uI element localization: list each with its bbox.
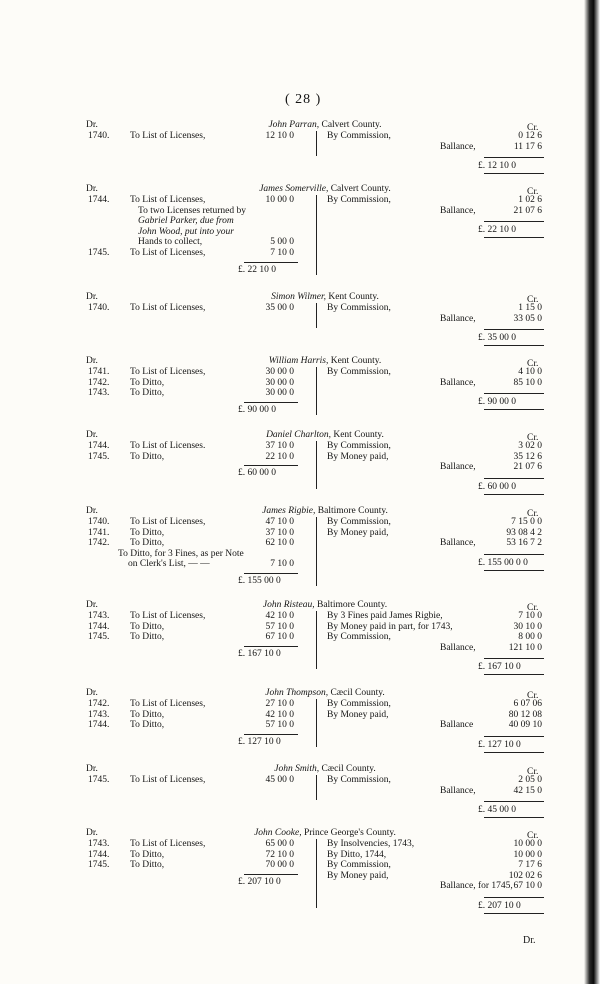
- account-heading: [205, 356, 445, 367]
- debit-amount: 70 00 0: [265, 860, 294, 871]
- credit-text: Ballance,: [440, 538, 476, 549]
- debit-text: To List of Licenses,: [130, 699, 206, 709]
- column-divider: [316, 611, 317, 669]
- account-heading: [205, 292, 445, 303]
- debit-year: 1744.: [88, 849, 110, 860]
- credit-total-rule-bottom: [484, 409, 544, 410]
- credit-text: By Commission,: [327, 632, 391, 643]
- debit-text: To List of Licenses,: [130, 517, 206, 527]
- dr-label: Dr.: [86, 764, 98, 774]
- debit-amount: 57 10 0: [265, 720, 294, 731]
- credit-total-rule-bottom: [484, 752, 544, 753]
- debit-text: To Ditto,: [130, 621, 165, 632]
- credit-amount: 85 10 0: [513, 377, 542, 388]
- credit-total-rule-top: [484, 736, 544, 737]
- account-county: Calvert County.: [319, 120, 382, 130]
- debit-total-rule: [244, 646, 298, 647]
- credit-total: £. 12 10 0: [478, 161, 516, 172]
- debit-text: To Ditto,: [130, 388, 165, 399]
- account-county: Kent County.: [330, 430, 384, 440]
- credit-amount: 7 15 0 0: [511, 517, 542, 527]
- dr-label: Dr.: [86, 600, 98, 610]
- dr-label: Dr.: [86, 506, 98, 516]
- dr-label: Dr.: [86, 430, 98, 440]
- account-name: John Risteau,: [262, 600, 315, 610]
- credit-total-rule-top: [484, 478, 544, 479]
- credit-amount: 8 00 0: [518, 632, 542, 643]
- account-heading: [205, 828, 445, 839]
- debit-text: To Ditto, for 3 Fines, as per Note: [118, 548, 244, 559]
- debit-total: £. 90 00 0: [238, 404, 276, 415]
- debit-year: 1741.: [88, 367, 110, 377]
- account-name: James Somerville,: [259, 184, 329, 194]
- credit-amount: 7 17 6: [518, 860, 542, 871]
- debit-amount: 30 00 0: [265, 377, 294, 388]
- debit-text: To Ditto,: [130, 709, 165, 720]
- debit-text: To Ditto,: [130, 451, 165, 462]
- debit-total-rule: [244, 874, 298, 875]
- debit-text: To Ditto,: [130, 527, 165, 538]
- credit-total-rule-top: [484, 329, 544, 330]
- credit-total: £. 127 10 0: [478, 739, 521, 750]
- cr-label: Cr.: [527, 767, 539, 777]
- debit-year: 1741.: [88, 527, 110, 538]
- cr-label: Cr.: [527, 433, 539, 443]
- cr-label: Cr.: [527, 295, 539, 305]
- footer-catchword: Dr.: [523, 935, 536, 946]
- debit-amount: 37 10 0: [265, 527, 294, 538]
- credit-total-rule-bottom: [484, 345, 544, 346]
- account-county: Baltimore County.: [314, 600, 388, 610]
- debit-amount: 27 10 0: [265, 699, 294, 709]
- credit-amount: 4 10 0: [518, 367, 542, 377]
- debit-year: 1745.: [88, 451, 110, 462]
- debit-amount: 7 10 0: [270, 248, 294, 258]
- dr-label: Dr.: [86, 120, 98, 130]
- debit-text: To Ditto,: [130, 538, 165, 549]
- cr-label: Cr.: [527, 603, 539, 613]
- debit-text: To List of Licenses,: [130, 839, 206, 849]
- credit-amount: 1 02 6: [518, 195, 542, 205]
- debit-text: To Ditto,: [130, 849, 165, 860]
- credit-amount: 42 15 0: [513, 785, 542, 796]
- credit-total-rule-bottom: [484, 817, 544, 818]
- credit-amount: 3 02 0: [518, 441, 542, 451]
- credit-text: By Commission,: [327, 195, 391, 205]
- account-name: John Parran,: [268, 120, 320, 130]
- account-county: Cæcil County.: [319, 764, 376, 774]
- debit-text: To List of Licenses,: [130, 248, 206, 258]
- debit-year: 1740.: [88, 131, 110, 141]
- debit-year: 1744.: [88, 441, 110, 451]
- debit-text: To Ditto,: [130, 720, 165, 731]
- credit-text: Ballance, for 1745,: [440, 881, 513, 892]
- credit-amount: 7 10 0: [518, 611, 542, 621]
- debit-amount: 35 00 0: [265, 303, 294, 313]
- credit-text: By Commission,: [327, 860, 391, 871]
- debit-total: £. 207 10 0: [238, 876, 281, 887]
- debit-amount: 12 10 0: [265, 131, 294, 141]
- debit-total: £. 155 00 0: [238, 576, 281, 586]
- debit-year: 1744.: [88, 720, 110, 731]
- account-county: Calvert County.: [328, 184, 391, 194]
- credit-text: By Insolvencies, 1743,: [327, 839, 415, 849]
- credit-text: By Money paid,: [327, 870, 389, 881]
- debit-year: 1744.: [88, 195, 110, 205]
- column-divider: [316, 775, 317, 800]
- credit-text: Ballance,: [440, 642, 476, 653]
- account-name: Daniel Charlton,: [266, 430, 331, 440]
- dr-label: Dr.: [86, 356, 98, 366]
- column-divider: [316, 131, 317, 156]
- debit-amount: 45 00 0: [265, 775, 294, 785]
- debit-text: To Ditto,: [130, 632, 165, 643]
- credit-amount: 6 07 06: [513, 699, 542, 709]
- credit-total: £. 60 00 0: [478, 481, 516, 492]
- credit-text: By Commission,: [327, 441, 391, 451]
- debit-text: To List of Licenses,: [130, 131, 206, 141]
- debit-year: 1743.: [88, 709, 110, 720]
- credit-amount: 121 10 0: [508, 642, 542, 653]
- debit-text: To Ditto,: [130, 377, 165, 388]
- credit-text: Ballance,: [440, 377, 476, 388]
- debit-amount: 10 00 0: [265, 195, 294, 205]
- credit-amount: 53 16 7 2: [506, 538, 542, 549]
- debit-total-rule: [244, 402, 298, 403]
- debit-total: £. 167 10 0: [238, 648, 281, 659]
- debit-year: 1740.: [88, 517, 110, 527]
- credit-amount: 1 15 0: [518, 303, 542, 313]
- credit-amount: 67 10 0: [513, 881, 542, 892]
- debit-total: £. 60 00 0: [238, 468, 276, 479]
- credit-text: Ballance,: [440, 141, 476, 152]
- debit-amount: 62 10 0: [265, 538, 294, 549]
- credit-total: £. 45 00 0: [478, 805, 516, 816]
- debit-year: 1743.: [88, 611, 110, 621]
- account-heading: [205, 120, 445, 131]
- debit-amount: 57 10 0: [265, 621, 294, 632]
- debit-year: 1740.: [88, 303, 110, 313]
- debit-year: 1745.: [88, 775, 110, 785]
- credit-text: By Commission,: [327, 517, 391, 527]
- credit-total-rule-top: [484, 393, 544, 394]
- credit-text: Ballance,: [440, 785, 476, 796]
- credit-text: By Money paid,: [327, 527, 389, 538]
- cr-label: Cr.: [527, 123, 539, 133]
- credit-amount: 102 02 6: [508, 870, 542, 881]
- debit-year: 1742.: [88, 538, 110, 549]
- column-divider: [316, 699, 317, 747]
- debit-year: 1742.: [88, 377, 110, 388]
- credit-amount: 30 10 0: [513, 621, 542, 632]
- column-divider: [316, 303, 317, 328]
- debit-amount: 42 10 0: [265, 611, 294, 621]
- credit-total: £. 35 00 0: [478, 333, 516, 344]
- debit-year: 1743.: [88, 388, 110, 399]
- debit-amount: 67 10 0: [265, 632, 294, 643]
- credit-total-rule-bottom: [484, 237, 544, 238]
- credit-amount: 11 17 6: [513, 141, 542, 152]
- debit-amount: 72 10 0: [265, 849, 294, 860]
- debit-amount: 7 10 0: [270, 559, 294, 570]
- debit-total-rule: [244, 465, 298, 466]
- debit-total: £. 127 10 0: [238, 736, 281, 747]
- debit-text: To List of Licenses,: [130, 775, 206, 785]
- account-county: Kent County.: [328, 356, 382, 366]
- debit-amount: 22 10 0: [265, 451, 294, 462]
- dr-label: Dr.: [86, 184, 98, 194]
- credit-text: By Commission,: [327, 131, 391, 141]
- account-name: John Thompson,: [265, 688, 329, 698]
- credit-text: Ballance,: [440, 205, 476, 216]
- account-heading: [205, 764, 445, 775]
- credit-text: Ballance: [440, 720, 474, 731]
- credit-total-rule-top: [484, 658, 544, 659]
- credit-text: Ballance,: [440, 462, 476, 473]
- credit-text: By Commission,: [327, 367, 391, 377]
- debit-year: 1745.: [88, 860, 110, 871]
- debit-amount: 65 00 0: [265, 839, 294, 849]
- credit-amount: 80 12 08: [508, 709, 542, 720]
- debit-text: To Ditto,: [130, 860, 165, 871]
- debit-total: £. 22 10 0: [238, 264, 276, 275]
- credit-total-rule-top: [484, 221, 544, 222]
- column-divider: [316, 367, 317, 415]
- column-divider: [316, 839, 317, 908]
- debit-text: on Clerk's List, — —: [128, 559, 210, 570]
- debit-amount: 5 00 0: [270, 237, 294, 248]
- account-county: Baltimore County.: [315, 506, 388, 516]
- credit-text: By 3 Fines paid James Rigbie,: [327, 611, 443, 621]
- debit-year: 1744.: [88, 621, 110, 632]
- debit-text: To List of Licenses,: [130, 303, 206, 313]
- debit-amount: 30 00 0: [265, 388, 294, 399]
- credit-amount: 93 08 4 2: [506, 527, 542, 538]
- credit-total: £. 22 10 0: [478, 225, 516, 236]
- credit-total-rule-top: [484, 801, 544, 802]
- account-county: Prince George's County.: [301, 828, 396, 838]
- dr-label: Dr.: [86, 292, 98, 302]
- credit-amount: 21 07 6: [513, 205, 542, 216]
- credit-amount: 2 05 0: [518, 775, 542, 785]
- dr-label: Dr.: [86, 828, 98, 838]
- debit-text: To List of Licenses,: [130, 195, 206, 205]
- account-heading: [205, 184, 445, 195]
- credit-amount: 33 05 0: [513, 313, 542, 324]
- account-heading: [205, 688, 445, 699]
- debit-amount: 37 10 0: [265, 441, 294, 451]
- debit-total-rule: [244, 262, 298, 263]
- credit-total-rule-bottom: [484, 494, 544, 495]
- column-divider: [316, 517, 317, 586]
- credit-amount: 10 00 0: [513, 839, 542, 849]
- debit-text: John Wood, put into your: [138, 226, 234, 237]
- credit-text: By Commission,: [327, 775, 391, 785]
- column-divider: [316, 441, 317, 489]
- debit-text: Gabriel Parker, due from: [138, 216, 234, 227]
- credit-amount: 40 09 10: [508, 720, 542, 731]
- account-heading: [205, 600, 445, 611]
- account-name: Simon Wilmer,: [271, 292, 326, 302]
- account-county: Kent County.: [325, 292, 379, 302]
- credit-total-rule-top: [484, 554, 544, 555]
- credit-total: £. 155 00 0 0: [478, 557, 528, 568]
- account-heading: [205, 506, 445, 517]
- credit-total-rule-top: [484, 157, 544, 158]
- account-name: William Harris,: [268, 356, 329, 366]
- debit-text: To List of Licenses,: [130, 611, 206, 621]
- cr-label: Cr.: [527, 187, 539, 197]
- credit-text: By Money paid,: [327, 451, 389, 462]
- cr-label: Cr.: [527, 831, 539, 841]
- credit-total: £. 207 10 0: [478, 901, 521, 911]
- account-name: James Rigbie,: [262, 506, 316, 516]
- credit-text: By Money paid in part, for 1743,: [327, 621, 453, 632]
- debit-year: 1745.: [88, 248, 110, 258]
- account-name: John Smith,: [274, 764, 320, 774]
- debit-total-rule: [244, 734, 298, 735]
- credit-text: By Commission,: [327, 699, 391, 709]
- account-name: John Cooke,: [254, 828, 302, 838]
- debit-text: To List of Licenses.: [130, 441, 206, 451]
- debit-year: 1743.: [88, 839, 110, 849]
- debit-text: To List of Licenses,: [130, 367, 206, 377]
- dr-label: Dr.: [86, 688, 98, 698]
- credit-text: By Money paid,: [327, 709, 389, 720]
- page-number: ( 28 ): [285, 92, 322, 107]
- credit-total: £. 90 00 0: [478, 397, 516, 408]
- debit-total-rule: [244, 573, 298, 574]
- book-spine-shadow: [584, 0, 600, 984]
- cr-label: Cr.: [527, 509, 539, 519]
- cr-label: Cr.: [527, 691, 539, 701]
- credit-total: £. 167 10 0: [478, 662, 521, 673]
- cr-label: Cr.: [527, 359, 539, 369]
- debit-year: 1745.: [88, 632, 110, 643]
- debit-amount: 47 10 0: [265, 517, 294, 527]
- credit-text: Ballance,: [440, 313, 476, 324]
- credit-amount: 35 12 6: [513, 451, 542, 462]
- debit-year: 1742.: [88, 699, 110, 709]
- credit-total-rule-bottom: [484, 173, 544, 174]
- credit-amount: 21 07 6: [513, 462, 542, 473]
- credit-text: By Commission,: [327, 303, 391, 313]
- debit-amount: 42 10 0: [265, 709, 294, 720]
- account-county: Cæcil County.: [328, 688, 385, 698]
- credit-amount: 10 00 0: [513, 849, 542, 860]
- credit-total-rule-top: [484, 897, 544, 898]
- column-divider: [316, 195, 317, 275]
- debit-text: Hands to collect,: [138, 237, 203, 248]
- debit-amount: 30 00 0: [265, 367, 294, 377]
- credit-amount: 0 12 6: [518, 131, 542, 141]
- account-heading: [205, 430, 445, 441]
- credit-total-rule-bottom: [484, 570, 544, 571]
- credit-text: By Ditto, 1744,: [327, 849, 387, 860]
- credit-total-rule-bottom: [484, 913, 544, 914]
- credit-total-rule-bottom: [484, 674, 544, 675]
- debit-text: To two Licenses returned by: [138, 205, 247, 216]
